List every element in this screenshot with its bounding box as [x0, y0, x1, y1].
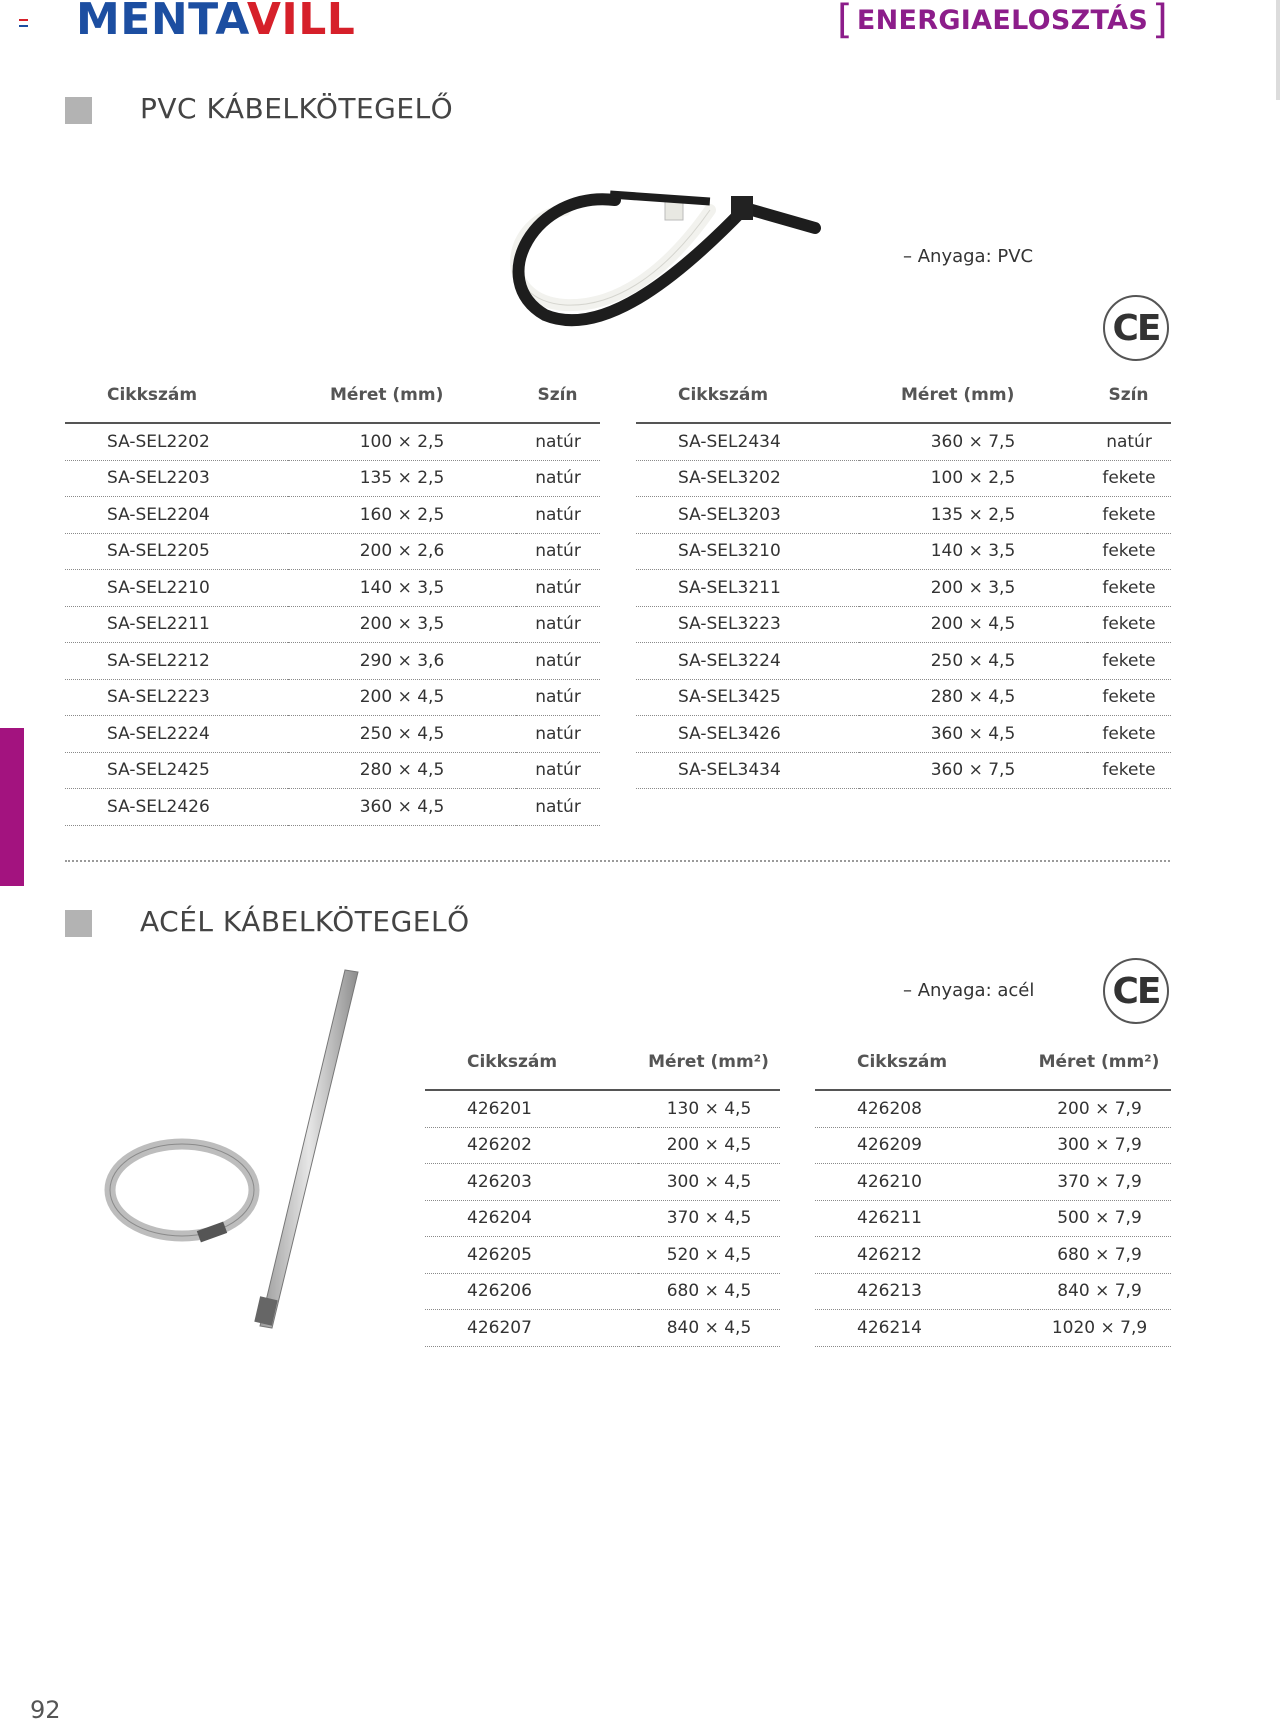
cell-size: 280 × 4,5 — [288, 752, 516, 789]
cell-code: SA-SEL3426 — [636, 716, 859, 753]
cell-size: 280 × 4,5 — [859, 679, 1087, 716]
column-header-code: Cikkszám — [815, 1035, 1028, 1090]
cell-color: natúr — [516, 533, 600, 570]
ce-mark-icon: CE — [1103, 958, 1169, 1024]
cell-size: 250 × 4,5 — [859, 643, 1087, 680]
cell-code: SA-SEL3211 — [636, 570, 859, 607]
cell-color: fekete — [1087, 570, 1171, 607]
table-row — [636, 606, 1171, 643]
page-edge — [1276, 0, 1280, 100]
pvc-table-right — [636, 368, 1171, 789]
table-row — [636, 570, 1171, 607]
table-row — [65, 679, 600, 716]
cell-color: fekete — [1087, 716, 1171, 753]
cell-color: natúr — [516, 570, 600, 607]
cell-code: SA-SEL2210 — [65, 570, 288, 607]
cell-code: 426206 — [425, 1273, 638, 1310]
column-header-size: Méret (mm²) — [638, 1035, 780, 1090]
cell-color: natúr — [516, 643, 600, 680]
cell-code: 426211 — [815, 1200, 1028, 1237]
table-row — [65, 533, 600, 570]
table-row — [636, 460, 1171, 497]
column-header-code: Cikkszám — [636, 368, 859, 423]
cell-size: 360 × 4,5 — [288, 789, 516, 826]
cell-size: 360 × 7,5 — [859, 423, 1087, 460]
table-row — [636, 752, 1171, 789]
cell-size: 200 × 7,9 — [1028, 1090, 1171, 1127]
table-row — [636, 533, 1171, 570]
cell-size: 300 × 4,5 — [638, 1164, 780, 1201]
cell-size: 360 × 7,5 — [859, 752, 1087, 789]
steel-table-left — [425, 1035, 780, 1347]
cell-size: 840 × 7,9 — [1028, 1273, 1171, 1310]
cell-size: 300 × 7,9 — [1028, 1127, 1171, 1164]
cell-size: 370 × 4,5 — [638, 1200, 780, 1237]
steel-section-title: ACÉL KÁBELKÖTEGELŐ — [140, 905, 470, 938]
logo-text-vill: VILL — [246, 0, 356, 45]
cell-code: 426207 — [425, 1310, 638, 1347]
cell-size: 100 × 2,5 — [288, 423, 516, 460]
pvc-cable-tie-image — [505, 180, 825, 330]
cell-code: 426213 — [815, 1273, 1028, 1310]
cell-color: fekete — [1087, 679, 1171, 716]
bracket-right-icon: ] — [1152, 0, 1168, 43]
table-header-row — [636, 368, 1171, 423]
cell-code: SA-SEL3202 — [636, 460, 859, 497]
cell-code: SA-SEL3224 — [636, 643, 859, 680]
cell-color: natúr — [516, 679, 600, 716]
cell-code: SA-SEL3203 — [636, 497, 859, 534]
cell-size: 250 × 4,5 — [288, 716, 516, 753]
table-row — [65, 752, 600, 789]
cell-size: 370 × 7,9 — [1028, 1164, 1171, 1201]
heading-square-icon — [65, 97, 92, 124]
table-row — [815, 1237, 1171, 1274]
table-row — [636, 423, 1171, 460]
cell-size: 520 × 4,5 — [638, 1237, 780, 1274]
cell-code: SA-SEL2202 — [65, 423, 288, 460]
cell-size: 200 × 4,5 — [638, 1127, 780, 1164]
table-row — [65, 716, 600, 753]
cell-color: fekete — [1087, 643, 1171, 680]
cell-code: 426212 — [815, 1237, 1028, 1274]
column-header-code: Cikkszám — [425, 1035, 638, 1090]
table-row — [815, 1273, 1171, 1310]
cell-color: natúr — [516, 789, 600, 826]
cell-size: 140 × 3,5 — [288, 570, 516, 607]
cell-code: SA-SEL3210 — [636, 533, 859, 570]
cell-size: 500 × 7,9 — [1028, 1200, 1171, 1237]
page-number: 92 — [30, 1696, 61, 1724]
cell-size: 140 × 3,5 — [859, 533, 1087, 570]
steel-cable-tie-image — [100, 968, 380, 1330]
table-row — [65, 570, 600, 607]
cell-size: 135 × 2,5 — [288, 460, 516, 497]
logo-text-menta: MENTA — [76, 0, 247, 45]
cell-color: natúr — [516, 716, 600, 753]
cell-code: 426202 — [425, 1127, 638, 1164]
cell-size: 1020 × 7,9 — [1028, 1310, 1171, 1347]
cell-code: 426201 — [425, 1090, 638, 1127]
cell-size: 200 × 3,5 — [859, 570, 1087, 607]
cell-size: 160 × 2,5 — [288, 497, 516, 534]
brand-logo — [76, 0, 355, 46]
table-row — [425, 1237, 780, 1274]
table-header-row — [815, 1035, 1171, 1090]
section-label — [833, 0, 1172, 41]
table-row — [636, 643, 1171, 680]
cell-color: natúr — [1087, 423, 1171, 460]
table-row — [636, 679, 1171, 716]
cell-color: natúr — [516, 497, 600, 534]
cell-color: fekete — [1087, 533, 1171, 570]
table-row — [425, 1273, 780, 1310]
table-header-row — [65, 368, 600, 423]
column-header-size: Méret (mm) — [859, 368, 1087, 423]
cell-code: 426214 — [815, 1310, 1028, 1347]
cell-code: SA-SEL3223 — [636, 606, 859, 643]
steel-material-note: – Anyaga: acél — [903, 980, 1035, 1001]
flag-icon — [19, 19, 28, 26]
table-row — [425, 1090, 780, 1127]
cell-color: natúr — [516, 752, 600, 789]
section-divider — [65, 860, 1170, 862]
cell-size: 290 × 3,6 — [288, 643, 516, 680]
cell-code: SA-SEL3434 — [636, 752, 859, 789]
table-row — [636, 716, 1171, 753]
cell-code: 426208 — [815, 1090, 1028, 1127]
cell-size: 200 × 4,5 — [288, 679, 516, 716]
table-row — [65, 643, 600, 680]
table-row — [425, 1127, 780, 1164]
cell-code: 426205 — [425, 1237, 638, 1274]
column-header-color: Szín — [516, 368, 600, 423]
cell-code: 426210 — [815, 1164, 1028, 1201]
cell-color: fekete — [1087, 497, 1171, 534]
cell-code: SA-SEL2204 — [65, 497, 288, 534]
cell-code: SA-SEL2223 — [65, 679, 288, 716]
cell-color: fekete — [1087, 752, 1171, 789]
table-row — [65, 606, 600, 643]
pvc-material-note: – Anyaga: PVC — [903, 246, 1034, 267]
cell-size: 840 × 4,5 — [638, 1310, 780, 1347]
section-label-text: ENERGIAELOSZTÁS — [856, 5, 1149, 36]
cell-size: 200 × 4,5 — [859, 606, 1087, 643]
cell-size: 135 × 2,5 — [859, 497, 1087, 534]
pvc-section-title: PVC KÁBELKÖTEGELŐ — [140, 92, 454, 125]
table-row — [65, 423, 600, 460]
cell-code: 426203 — [425, 1164, 638, 1201]
table-row — [636, 497, 1171, 534]
cell-code: SA-SEL2212 — [65, 643, 288, 680]
table-row — [65, 497, 600, 534]
cell-size: 130 × 4,5 — [638, 1090, 780, 1127]
side-color-tab — [0, 728, 24, 886]
cell-color: fekete — [1087, 606, 1171, 643]
column-header-color: Szín — [1087, 368, 1171, 423]
cell-code: SA-SEL2203 — [65, 460, 288, 497]
table-row — [425, 1310, 780, 1347]
cell-size: 680 × 4,5 — [638, 1273, 780, 1310]
cell-size: 200 × 2,6 — [288, 533, 516, 570]
table-row — [425, 1164, 780, 1201]
cell-size: 200 × 3,5 — [288, 606, 516, 643]
bracket-left-icon: [ — [836, 0, 853, 43]
cell-size: 680 × 7,9 — [1028, 1237, 1171, 1274]
table-row — [815, 1127, 1171, 1164]
cell-color: natúr — [516, 460, 600, 497]
column-header-size: Méret (mm) — [288, 368, 516, 423]
column-header-size: Méret (mm²) — [1028, 1035, 1171, 1090]
cell-code: SA-SEL2425 — [65, 752, 288, 789]
cell-code: SA-SEL2205 — [65, 533, 288, 570]
cell-code: SA-SEL2426 — [65, 789, 288, 826]
cell-color: natúr — [516, 606, 600, 643]
table-row — [815, 1090, 1171, 1127]
table-row — [65, 789, 600, 826]
cell-code: SA-SEL2211 — [65, 606, 288, 643]
pvc-table-left — [65, 368, 600, 826]
table-row — [425, 1200, 780, 1237]
ce-mark-icon: CE — [1103, 295, 1169, 361]
table-row — [65, 460, 600, 497]
heading-square-icon — [65, 910, 92, 937]
table-row — [815, 1164, 1171, 1201]
column-header-code: Cikkszám — [65, 368, 288, 423]
cell-color: fekete — [1087, 460, 1171, 497]
cell-size: 100 × 2,5 — [859, 460, 1087, 497]
steel-table-right — [815, 1035, 1171, 1347]
cell-size: 360 × 4,5 — [859, 716, 1087, 753]
cell-code: SA-SEL3425 — [636, 679, 859, 716]
cell-code: SA-SEL2434 — [636, 423, 859, 460]
table-row — [815, 1200, 1171, 1237]
table-header-row — [425, 1035, 780, 1090]
cell-code: 426209 — [815, 1127, 1028, 1164]
cell-code: 426204 — [425, 1200, 638, 1237]
table-row — [815, 1310, 1171, 1347]
cell-code: SA-SEL2224 — [65, 716, 288, 753]
cell-color: natúr — [516, 423, 600, 460]
